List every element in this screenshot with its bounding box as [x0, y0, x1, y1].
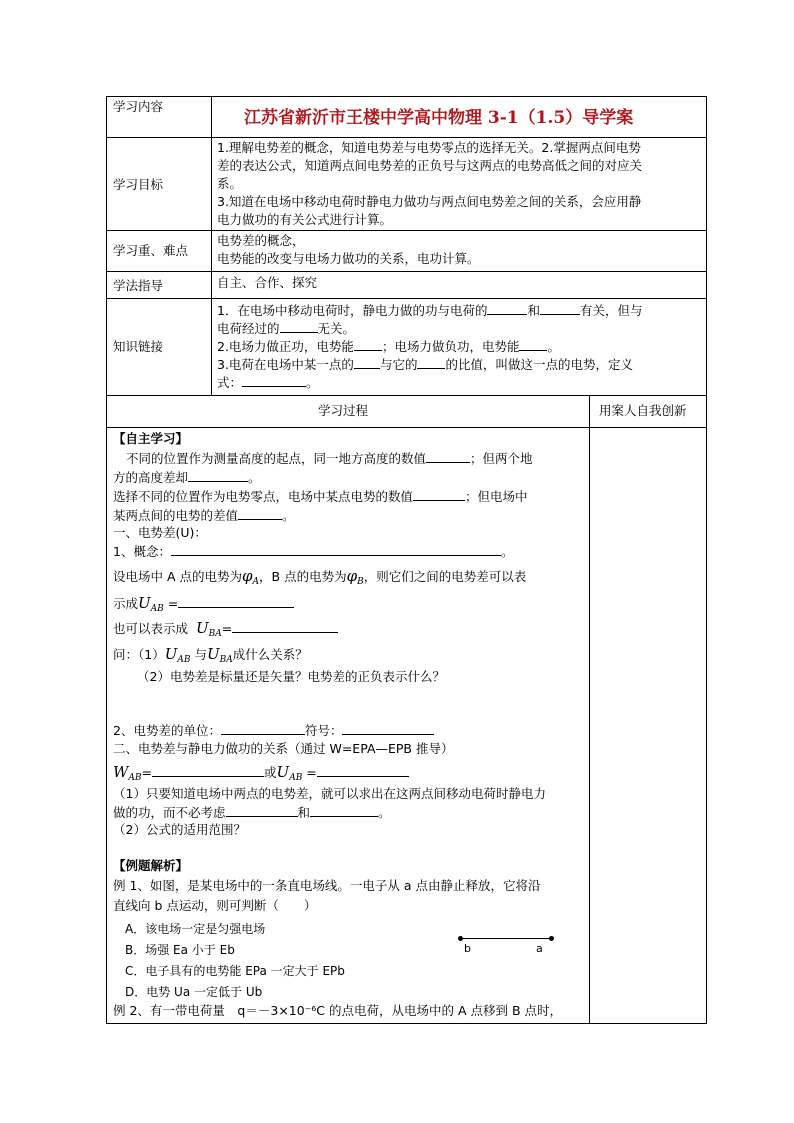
unit-line: 2、电势差的单位： 符号：	[113, 722, 434, 739]
rule	[106, 271, 707, 272]
example-1-line-2: 直线向 b 点运动，则可判断（ ）	[113, 898, 317, 913]
label-point-b: b	[464, 942, 471, 955]
potential-definition: 设电场中 A 点的电势为$\varphi_A$，B 点的电势为$\varphi_B$，则它们之间的电势差可以表	[113, 567, 527, 587]
question-2: （2）电势差是标量还是矢量？电势差的正负表示什么？	[137, 669, 445, 684]
field-line	[460, 938, 552, 939]
self-study-line-3: 选择不同的位置作为电势零点，电场中某点电势的数值 ；但电场中	[113, 489, 528, 504]
rule	[106, 395, 707, 396]
concept-line: 1、概念： 。	[113, 544, 514, 559]
self-study-line-2: 方的高度差却 。	[113, 470, 261, 485]
self-study-line-1: 不同的位置作为测量高度的起点，同一地方高度的数值 ；但两个地	[126, 451, 533, 466]
option-d: D．电势 Ua 一定低于 Ub	[125, 985, 263, 999]
note-1-cont: 做的功，而不必考虑 和 。	[113, 805, 391, 820]
rule	[106, 298, 707, 299]
self-study-heading: 【自主学习】	[113, 431, 189, 446]
work-formula: $W_{AB}=$ 或$U_{AB}$ =	[113, 764, 409, 786]
point-a-dot	[549, 936, 554, 941]
rule	[211, 96, 212, 395]
links-line-1: 1．在电场中移动电荷时，静电力做的功与电荷的 和 有关，但与	[217, 303, 643, 318]
column-notes: 用案人自我创新	[599, 403, 687, 418]
label-point-a: a	[536, 942, 543, 955]
field-line-figure	[456, 933, 556, 957]
label-goals: 学习目标	[113, 177, 164, 192]
expr-uab: 示成$U_{AB}$ =	[113, 595, 294, 617]
links-line-2: 电荷经过的 无关。	[217, 321, 356, 336]
note-1: （1）只要知道电场中两点的电势差，就可以求出在这两点间移动电荷时静电力	[113, 786, 546, 801]
rule	[106, 137, 707, 138]
sec1-heading: 一、电势差(U)：	[113, 525, 207, 540]
method-text: 自主、合作、探究	[217, 275, 318, 290]
sec2-heading: 二、电势差与静电力做功的关系（通过 W=EPA—EPB 推导）	[113, 741, 454, 756]
links-line-5: 式： 。	[217, 375, 319, 390]
page-title: 江苏省新沂市王楼中学高中物理 3-1（1.5）导学案	[244, 108, 634, 128]
links-line-4: 3.电荷在电场中某一点的 与它的 的比值，叫做这一点的电势，定义	[217, 357, 633, 372]
option-a: A．该电场一定是匀强电场	[125, 922, 266, 936]
label-content: 学习内容	[113, 99, 164, 114]
question-1: 问：$(1)U_{AB}$ 与$U_{BA}$成什么关系？	[113, 645, 308, 665]
label-method: 学法指导	[113, 278, 164, 293]
option-c: C．电子具有的电势能 EPa 一定大于 EPb	[125, 964, 345, 978]
option-b: B．场强 Ea 小于 Eb	[125, 943, 235, 957]
note-2: （2）公式的适用范围？	[113, 822, 246, 837]
rule	[106, 230, 707, 231]
key-point-1: 电势差的概念，	[217, 233, 305, 248]
rule	[106, 427, 707, 428]
rule	[589, 395, 590, 1024]
links-line-3: 2.电场力做正功，电势能 ；电场力做负功，电势能 。	[217, 339, 560, 354]
column-process: 学习过程	[318, 403, 369, 418]
expr-uba: 也可以表示成 $U_{BA}=$	[113, 620, 338, 642]
label-links: 知识链接	[113, 339, 164, 354]
self-study-line-4: 某两点间的电势的差值 。	[113, 508, 295, 523]
key-point-2: 电势能的改变与电场力做功的关系，电功计算。	[217, 251, 480, 266]
example-2-line-1: 例 2、有一带电荷量 q＝－3×10⁻⁶C 的点电荷，从电场中的 A 点移到 B 点时，	[113, 1003, 563, 1018]
point-b-dot	[458, 936, 463, 941]
example-1-line-1: 例 1、如图，是某电场中的一条直电场线。一电子从 a 点由静止释放，它将沿	[113, 878, 541, 893]
label-key-points: 学习重、难点	[113, 243, 189, 258]
examples-heading: 【例题解析】	[113, 858, 189, 873]
